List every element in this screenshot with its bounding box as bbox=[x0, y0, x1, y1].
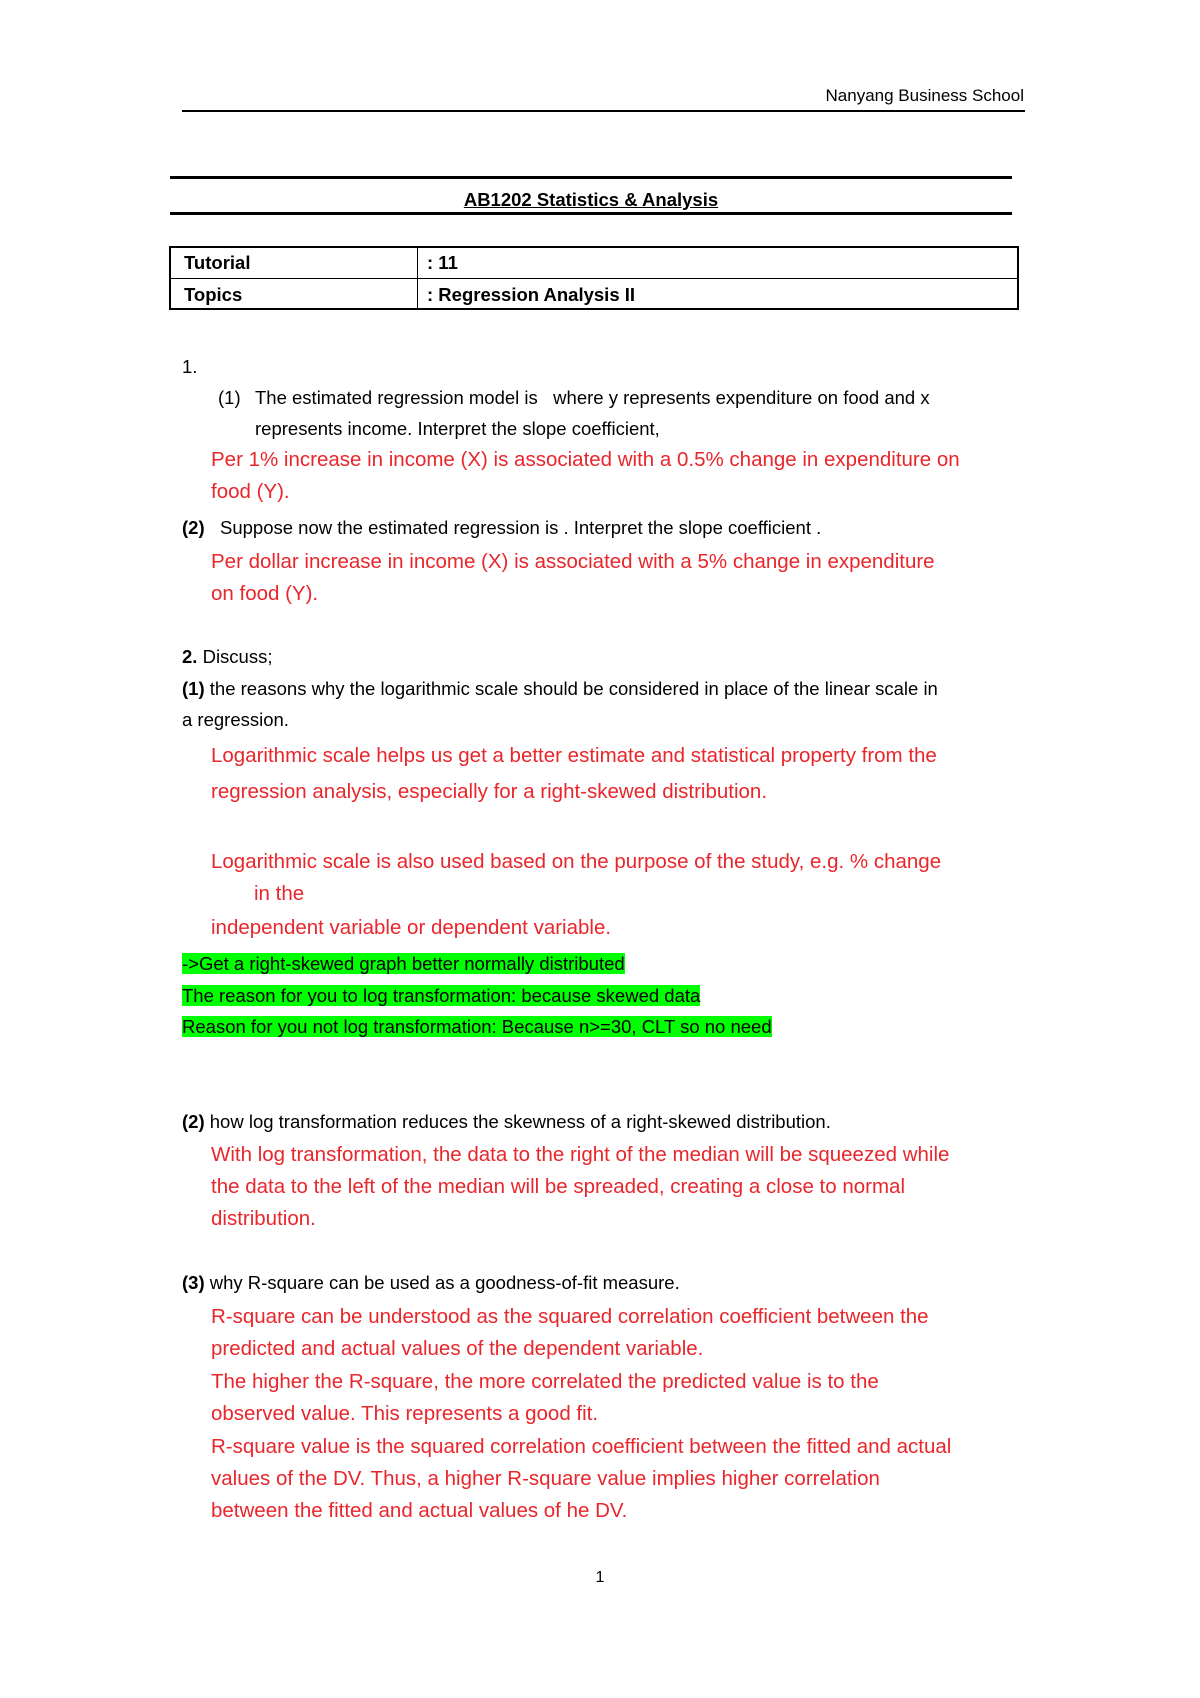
q2-part1-highlights bbox=[182, 948, 1024, 1043]
highlight-note: ->Get a right-skewed graph better normally distributed bbox=[182, 953, 625, 974]
tutorial-value: : 11 bbox=[427, 252, 458, 273]
q2-part3-answer-a-line1: R-square can be understood as the squared correlation coefficient between the bbox=[211, 1305, 929, 1328]
topics-label: Topics bbox=[184, 284, 243, 305]
q2-part3-question-text: why R-square can be used as a goodness-of-fit measure. bbox=[209, 1272, 680, 1293]
q2-part3-answer-a bbox=[211, 1301, 1024, 1365]
q2-part2-num: (2) bbox=[182, 1111, 205, 1132]
header-school: Nanyang Business School bbox=[825, 86, 1024, 105]
q2-part2-answer-line3: distribution. bbox=[211, 1207, 316, 1230]
info-table-divider bbox=[171, 278, 1017, 279]
q2-part1-answer-a-line1: Logarithmic scale helps us get a better estimate and statistical property from the bbox=[211, 744, 937, 767]
q2-part3-num: (3) bbox=[182, 1272, 205, 1293]
q1-part1-answer bbox=[211, 444, 1024, 508]
q2-part3-answer-b-line2: observed value. This represents a good fit. bbox=[211, 1402, 599, 1425]
highlight-note: Reason for you not log transformation: Because n>=30, CLT so no need bbox=[182, 1016, 772, 1037]
q2-heading-num: 2. bbox=[182, 646, 198, 667]
q1-part2-question: Suppose now the estimated regression is . Interpret the slope coefficient . bbox=[220, 517, 822, 538]
q1-part1-line1: The estimated regression model is where y represents expenditure on food and x bbox=[255, 387, 930, 408]
title-rule-top bbox=[170, 176, 1012, 179]
q2-part1-answer-a bbox=[211, 738, 1024, 810]
q2-part3-answer-b-line1: The higher the R-square, the more correlated the predicted value is to the bbox=[211, 1370, 879, 1393]
q2-part2-answer bbox=[211, 1139, 1024, 1235]
course-title: AB1202 Statistics & Analysis bbox=[463, 189, 719, 210]
q1-part1-answer-line1: Per 1% increase in income (X) is associated with a 0.5% change in expenditure on bbox=[211, 448, 960, 471]
q1-number: 1. bbox=[182, 356, 198, 377]
q2-part1-question bbox=[182, 673, 1024, 735]
q1-part2-answer bbox=[211, 546, 1024, 610]
q2-part2-answer-line1: With log transformation, the data to the right of the median will be squeezed while bbox=[211, 1143, 950, 1166]
q2-part2-question bbox=[182, 1106, 1024, 1137]
q2-part2-answer-line2: the data to the left of the median will be spreaded, creating a close to normal bbox=[211, 1175, 905, 1198]
info-table bbox=[169, 246, 1019, 310]
highlight-note: The reason for you to log transformation: because skewed data bbox=[182, 984, 701, 1006]
q1-part1-answer-line2: food (Y). bbox=[211, 480, 290, 503]
q2-part3-question bbox=[182, 1267, 1024, 1298]
q2-part1-question-line2: a regression. bbox=[182, 709, 289, 730]
q2-part2-question-text: how log transformation reduces the skewness of a right-skewed distribution. bbox=[209, 1111, 831, 1132]
q2-part1-answer-b-line3: independent variable or dependent variable. bbox=[211, 916, 612, 939]
q2-part3-answer-c bbox=[211, 1431, 1024, 1527]
q2-part1-answer-b bbox=[211, 846, 1024, 944]
q2-part3-answer-c-line3: between the fitted and actual values of he DV. bbox=[211, 1499, 628, 1522]
q1-part2-num: (2) bbox=[182, 517, 205, 538]
q2-part1-answer-b-line2: in the bbox=[254, 882, 305, 905]
q1-part2-answer-line2: on food (Y). bbox=[211, 582, 319, 605]
q2-part3-answer-c-line1: R-square value is the squared correlation coefficient between the fitted and actual bbox=[211, 1435, 952, 1458]
q2-part1-question-line1: the reasons why the logarithmic scale should be considered in place of the linear scale in bbox=[209, 678, 938, 699]
q1-part1-num: (1) bbox=[218, 387, 241, 408]
info-table-col-divider bbox=[417, 248, 418, 308]
page-number: 1 bbox=[595, 1569, 605, 1586]
q2-heading-text: Discuss; bbox=[202, 646, 273, 667]
q2-part3-answer-c-line2: values of the DV. Thus, a higher R-square value implies higher correlation bbox=[211, 1467, 880, 1490]
q2-heading bbox=[182, 641, 1024, 672]
q2-part1-num: (1) bbox=[182, 678, 205, 699]
q1-part2-answer-line1: Per dollar increase in income (X) is associated with a 5% change in expenditure bbox=[211, 550, 935, 573]
topics-value: : Regression Analysis II bbox=[427, 284, 636, 305]
q1-part1-line2: represents income. Interpret the slope coefficient, bbox=[255, 418, 660, 439]
tutorial-label: Tutorial bbox=[184, 252, 251, 273]
q2-part1-answer-a-line2: regression analysis, especially for a right-skewed distribution. bbox=[211, 780, 768, 803]
q2-part1-answer-b-line1: Logarithmic scale is also used based on the purpose of the study, e.g. % change bbox=[211, 850, 942, 873]
q2-part3-answer-b bbox=[211, 1366, 1024, 1430]
header-rule bbox=[182, 110, 1025, 112]
q1-part1-question bbox=[255, 382, 1024, 444]
title-rule-bottom bbox=[170, 212, 1012, 215]
q2-part3-answer-a-line2: predicted and actual values of the dependent variable. bbox=[211, 1337, 704, 1360]
